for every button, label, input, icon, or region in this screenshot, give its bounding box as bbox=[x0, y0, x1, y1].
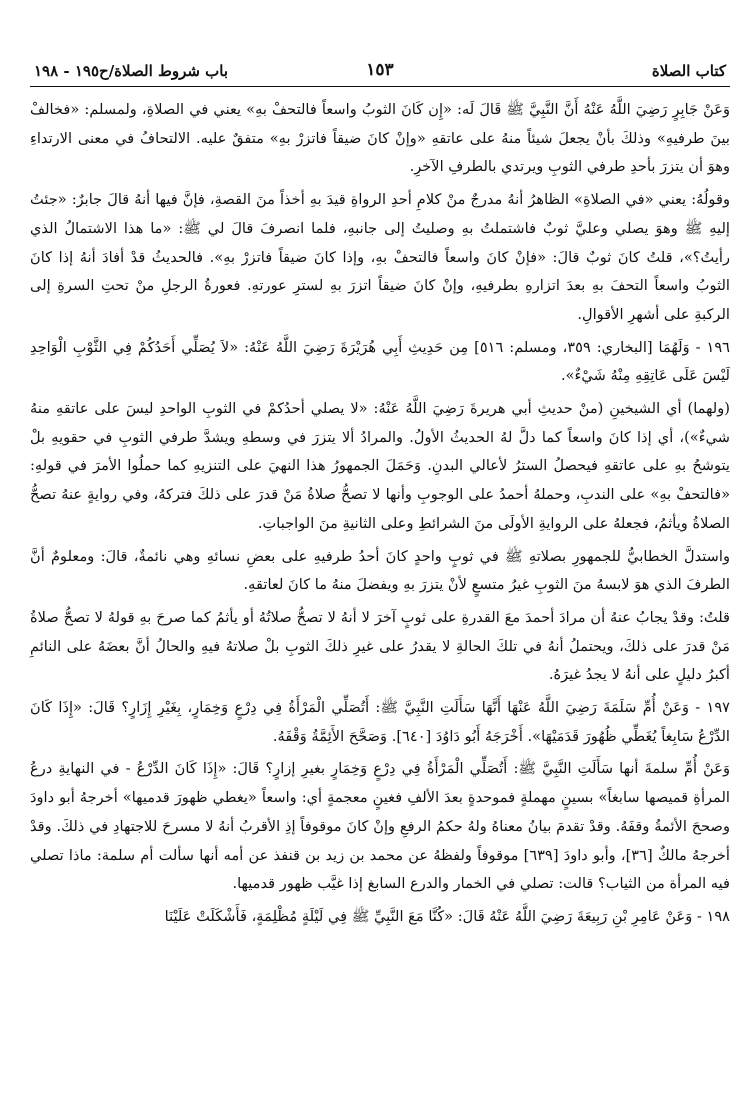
paragraph-hadith-197: ١٩٧ - وَعَنْ أُمِّ سَلَمَةَ رَضِيَ اللَّهُ عَنْهَا أَنَّهَا سَأَلَتِ النَّبِيَّ ﷺ: أَتُصَلِّي الْمَرْأَةُ فِي دِرْعٍ وَخِمَارٍ، بِغَيْرِ إِزَارٍ؟ قَالَ: «إِذَا كَانَ الدِّرْعُ سَابِغاً يُغَطِّي ظُهُورَ قَدَمَيْهَا». أَخْرَجَهُ أَبُو دَاوُدَ [٦٤٠]. وَصَحَّحَ الأَئِمَّةُ وَقْفَهُ. bbox=[30, 699, 730, 745]
paragraph-commentary-195: وقولُهُ: يعني «في الصلاةِ» الظاهرُ أنهُ مدرجٌ منْ كلامِ أحدِ الرواةِ قيدَ بهِ أخذاً منَ القصةِ، فإنَّ فيها أنهُ قالَ جابرٌ: «جئتُ إليهِ ﷺ وهوَ يصلي وعليَّ ثوبٌ فاشتملتُ بهِ وصليتُ إلى جانبهِ، فلما انصرفَ قالَ لي ﷺ: «ما هذا الاشتمالُ الذي رأيتُ؟»، قلتُ كانَ ثوبٌ قالَ: «فإنْ كانَ واسعاً فالتحفْ بهِ، وإذا كانَ ضيقاً فاتزرْ بهِ». فالحديثُ قدْ أفادَ أنهُ إذا كانَ الثوبُ واسعاً التحفَ بهِ بعدَ اتزارهِ بطرفيهِ، وإنْ كانَ ضيقاً اتزرَ بهِ لسترِ عورتهِ. فعورةُ الرجلِ منْ تحتِ السرةِ إلى الركبةِ على أشهرِ الأقوالِ. bbox=[30, 191, 730, 323]
paragraph-qultu: قلتُ: وقدْ يجابُ عنهُ أن مرادَ أحمدَ معَ القدرةِ على ثوبٍ آخرَ لا أنهُ لا تصحُّ صلاتُهُ أو يأثمُ كما صرحَ بهِ قولهُ لا تصحُّ صلاةُ مَنْ قدرَ على ذلكَ، ويحتملُ أنهُ في تلكَ الحالةِ لا يقدرُ على غيرِ ذلكَ الثوبِ بلْ صلاتهُ فيهِ والحالُ أنَّ بعضَهُ على النائمِ أكبرُ دليلٍ على أنهُ لا يجدُ غيرَهُ. bbox=[30, 608, 730, 684]
paragraph-hadith-198: ١٩٨ - وَعَنْ عَامِرِ بْنِ رَبِيعَةَ رَضِيَ اللَّهُ عَنْهُ قَالَ: «كُنَّا مَعَ النَّبِيِّ ﷺ فِي لَيْلَةٍ مُظْلِمَةٍ، فَأَشْكَلَتْ عَلَيْنَا bbox=[164, 907, 730, 925]
paragraph-hadith-195: وَعَنْ جَابِرٍ رَضِيَ اللَّهُ عَنْهُ أَنَّ النَّبِيَّ ﷺ قَالَ لَه: «إِن كَانَ الثوبُ واسعاً فالتحفْ بهِ» يعني في الصلاةِ، ولمسلم: «فخالفْ بينَ طرفيهِ» وذلكَ بأنْ يجعلَ شيئاً منهُ على عاتقهِ «وإنْ كانَ ضيقاً فاتزرْ بهِ» متفقٌ عليه. الالتحافُ في معنى الارتداءِ وهوَ أن يتزرَ بأحدِ طرفي الثوبِ ويرتدي بالطرفِ الآخرِ. bbox=[30, 101, 730, 176]
paragraph-khattabi: واستدلَّ الخطابيُّ للجمهورِ بصلاتهِ ﷺ في ثوبٍ واحدٍ كانَ أحدُ طرفيهِ على بعضِ نسائهِ وهي نائمةٌ، قالَ: ومعلومٌ أنَّ الطرفَ الذي هوَ لابسهُ منَ الثوبِ غيرُ متسعٍ لأنْ يتزرَ بهِ ويفضلَ منهُ ما كانَ لعاتقهِ. bbox=[30, 547, 730, 594]
chapter-title: باب شروط الصلاة/ح١٩٥ - ١٩٨ bbox=[34, 62, 229, 80]
paragraph-commentary-196: (ولهما) أي الشيخينِ (منْ حديثِ أبي هريرةَ رَضِيَ اللَّهُ عَنْهُ: «لا يصلي أحدُكمْ في الثوبِ الواحدِ ليسَ على عاتقهِ منهُ شيءٌ»)، أي إذا كانَ واسعاً كما دلَّ لهُ الحديثُ الأولُ. والمرادُ ألا يتزرَ في وسطهِ ويشدَّ طرفي الثوبِ في حقويهِ بلْ يتوشحُ بهِ على عاتقهِ فيحصلُ السترُ لأعالي البدنِ. وَحَمَلَ الجمهورُ هذا النهيَ على التنزيهِ كما حملُوا الأمرَ في قولهِ: «فالتحفْ بهِ» على الندبِ، وحملهُ أحمدُ على الوجوبِ وأنها لا تصحُّ صلاةُ مَنْ قدرَ على ذلكَ فتركهُ، وفي روايةٍ عنهُ تصحُّ الصلاةُ ويأثمُ، فجعلهُ على الروايةِ الأولَى منَ الشرائطِ وعلى الثانيةِ منَ الواجباتِ. bbox=[30, 400, 730, 532]
page-number: ١٥٣ bbox=[366, 60, 394, 80]
page-body bbox=[30, 96, 730, 932]
paragraph-hadith-196: ١٩٦ - وَلَهُمَا [البخاري: ٣٥٩، ومسلم: ٥١٦] مِن حَدِيثِ أَبِي هُرَيْرَةَ رَضِيَ اللَّهُ عَنْهُ: «لاَ يُصَلِّي أَحَدُكُمْ فِي الثَّوْبِ الْوَاحِدِ لَيْسَ عَلَى عَاتِقِهِ مِنْهُ شَيْءٌ». bbox=[30, 338, 730, 385]
page-header bbox=[30, 50, 730, 87]
paragraph-commentary-197: وَعَنْ أُمِّ سلمةَ أنها سَأَلَتِ النَّبِيَّ ﷺ: أَتُصَلِّي الْمَرْأَةُ فِي دِرْعٍ وَخِمَارٍ بغيرِ إزارٍ؟ قَالَ: «إِذَا كَانَ الدِّرْعُ - في النهايةِ درعُ المرأةِ قميصها سابغاً» بسينٍ مهملةٍ فموحدةٍ بعدَ الألفِ فغينٍ معجمةٍ أي: واسعاً «يغطي ظهورَ قدميها» أخرجهُ أبو داودَ وصححَ الأئمةُ وقفَهُ. وقدْ تقدمَ بيانُ معناهُ ولهُ حكمُ الرفعِ وإنْ كانَ موقوفاً إذِ الأقربُ أنهُ لا مسرحَ للاجتهادِ في ذلكَ. وقدْ أخرجهُ مالكٌ [٣٦]، وأبو داودَ [٦٣٩] موقوفاً ولفظهُ عن محمد بن زيد بن قنفذ عن أمه أنها سألت أم سلمة: ماذا تصلي فيه المرأة من الثياب؟ قالت: تصلي في الخمار والدرع السابغ إذا غيَّب ظهور قدميها. bbox=[30, 760, 730, 893]
book-title: كتاب الصلاة bbox=[651, 62, 726, 80]
